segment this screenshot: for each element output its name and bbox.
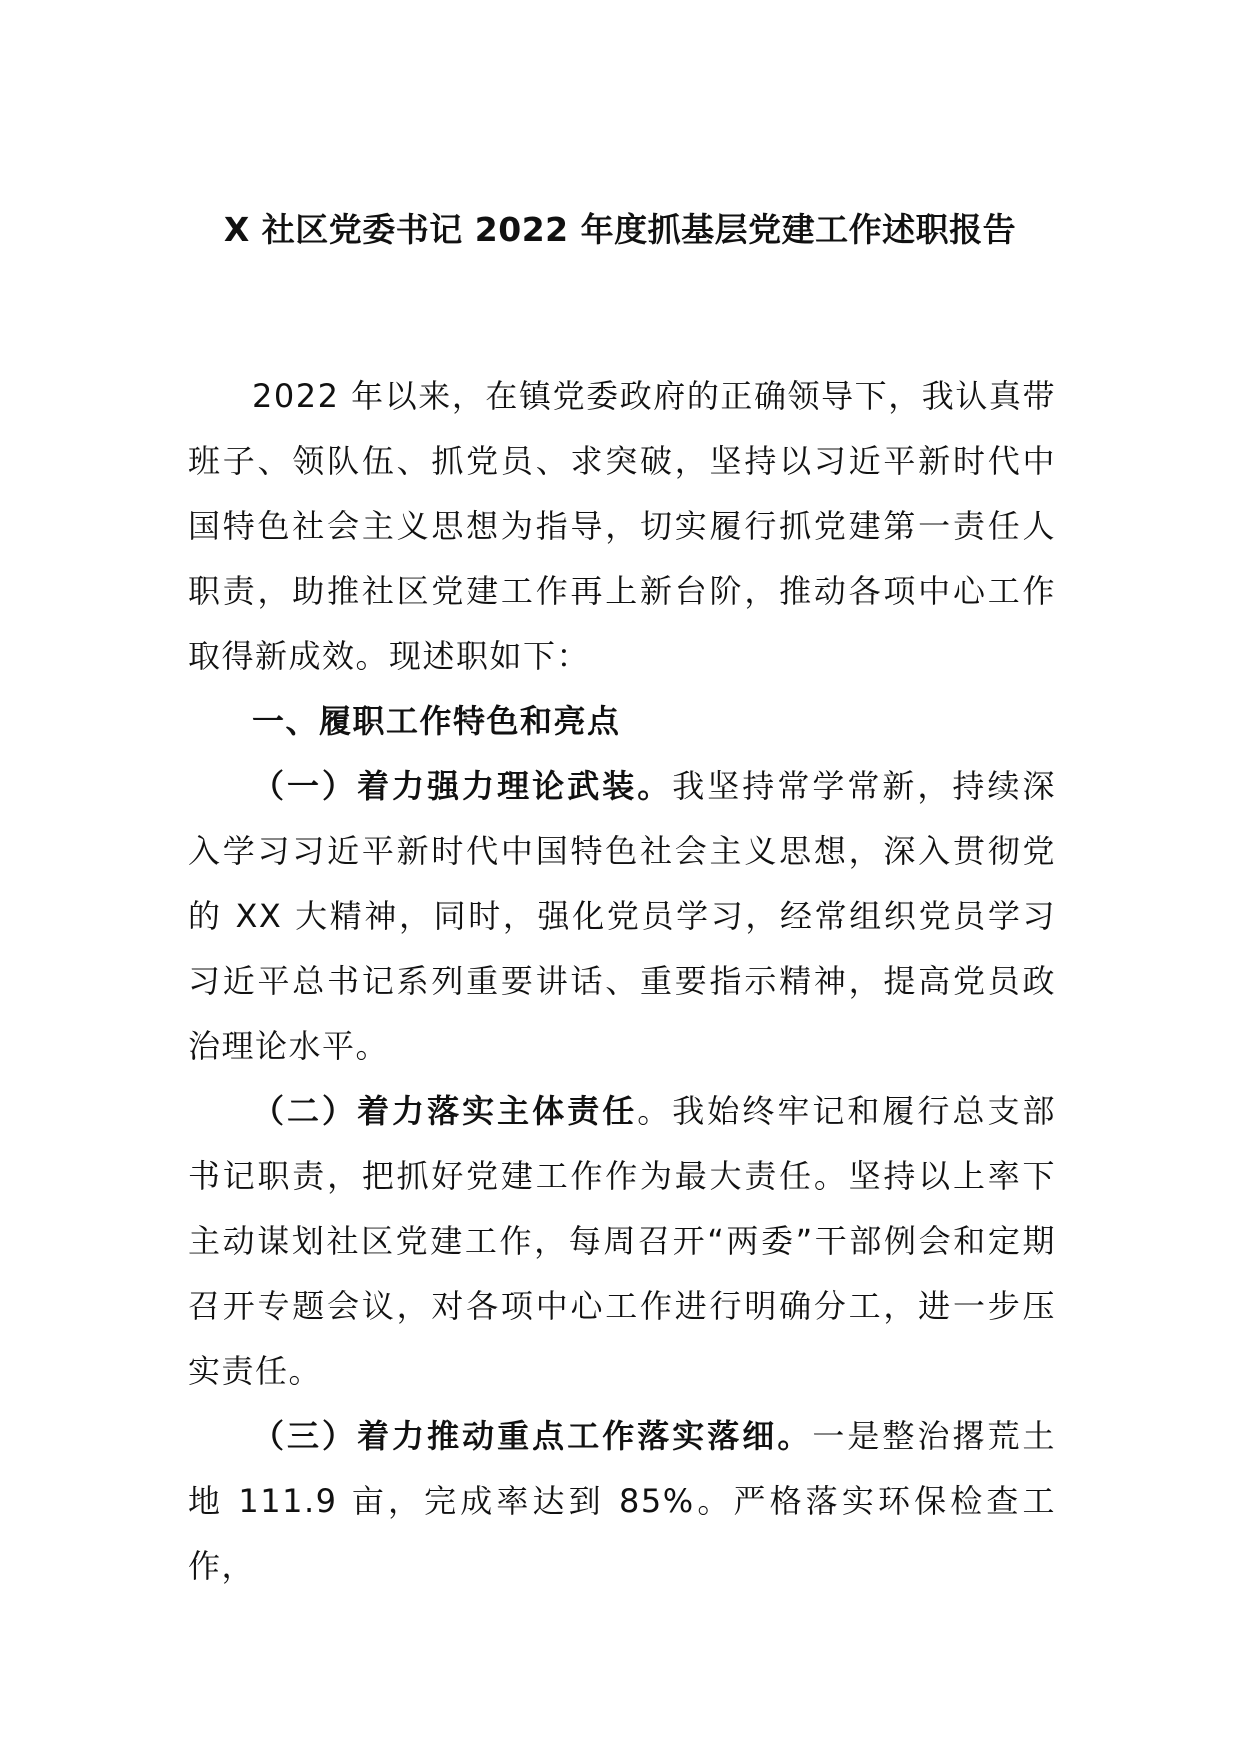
intro-paragraph: 2022 年以来，在镇党委政府的正确领导下，我认真带班子、领队伍、抓党员、求突破，坚持以习近平新时代中国特色社会主义思想为指导，切实履行抓党建第一责任人职责，助推社区党建工作再上新台阶，推动各项中心工作取得新成效。现述职如下：	[188, 377, 1056, 675]
item-text-3: 一是整治撂荒土地 111.9 亩，完成率达到 85%。严格落实环保检查工作，	[188, 1417, 1056, 1585]
item-paragraph-1	[188, 754, 1056, 1079]
item-lead-1: （一）着力强力理论武装。	[252, 767, 673, 805]
item-lead-2: （二）着力落实主体责任	[252, 1092, 638, 1130]
document-title: X 社区党委书记 2022 年度抓基层党建工作述职报告	[223, 210, 1017, 249]
document-body	[188, 364, 1056, 1599]
item-paragraph-2	[188, 1079, 1056, 1404]
section-heading: 一、履职工作特色和亮点	[252, 702, 621, 740]
item-lead-3: （三）着力推动重点工作落实落细。	[252, 1417, 813, 1455]
item-text-2: 。我始终牢记和履行总支部书记职责，把抓好党建工作作为最大责任。坚持以上率下主动谋划社区党建工作，每周召开“两委”干部例会和定期召开专题会议，对各项中心工作进行明确分工，进一步压实责任。	[188, 1092, 1056, 1390]
item-text-1: 我坚持常学常新，持续深入学习习近平新时代中国特色社会主义思想，深入贯彻党的 XX 大精神，同时，强化党员学习，经常组织党员学习习近平总书记系列重要讲话、重要指示精神，提高党员政治理论水平。	[188, 767, 1056, 1065]
item-paragraph-3	[188, 1404, 1056, 1599]
